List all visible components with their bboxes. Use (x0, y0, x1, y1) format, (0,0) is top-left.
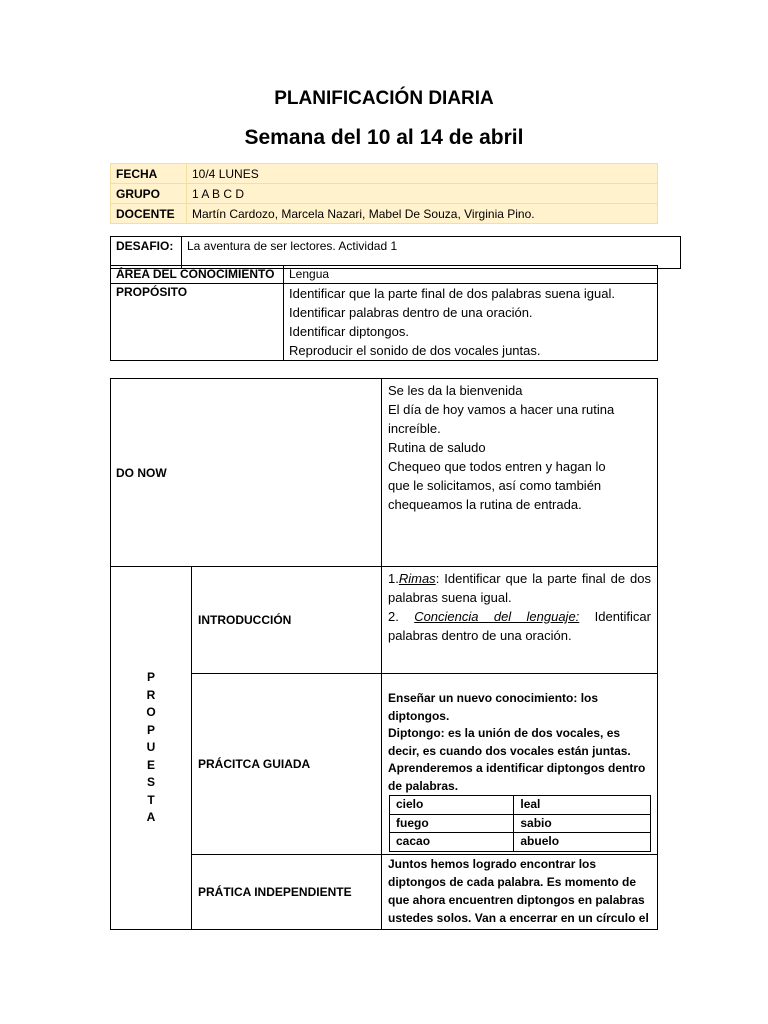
do-now-line: increíble. (388, 421, 441, 436)
propuesta-letter: T (147, 792, 155, 807)
fecha-value: 10/4 LUNES (187, 164, 658, 184)
do-now-label: DO NOW (111, 379, 382, 567)
introduccion-item-1-text: : Identificar que la parte final de dos palabras suena igual. (388, 571, 651, 605)
grupo-value: 1 A B C D (187, 184, 658, 204)
proposito-line: Reproducir el sonido de dos vocales juntas. (289, 343, 541, 358)
word-cell: abuelo (514, 833, 651, 852)
fecha-label: FECHA (111, 164, 187, 184)
desafio-value: La aventura de ser lectores. Actividad 1 (182, 237, 681, 269)
proposito-line: Identificar que la parte final de dos palabras suena igual. (289, 286, 615, 301)
area-label: ÁREA DEL CONOCIMIENTO (111, 266, 284, 284)
introduccion-content (382, 567, 658, 674)
introduccion-item-1-title: Rimas (398, 571, 436, 586)
propuesta-letter: R (146, 687, 156, 702)
propuesta-letter: S (146, 775, 155, 789)
fecha-row (111, 164, 658, 184)
docente-row (111, 204, 658, 224)
introduccion-item-2-text: Identificar palabras dentro de una oración. (388, 609, 651, 643)
introduccion-item-1 (388, 569, 651, 607)
guiada-line: Aprenderemos a identificar diptongos dentro (388, 761, 646, 775)
introduccion-label: INTRODUCCIÓN (192, 567, 382, 674)
practica-independiente-content (382, 854, 658, 929)
word-cell: cacao (390, 833, 514, 852)
practica-guiada-label: PRÁCITCA GUIADA (192, 674, 382, 855)
independiente-line: Juntos hemos logrado encontrar los (388, 856, 597, 871)
propuesta-letter: U (146, 740, 156, 754)
practica-independiente-label: PRÁTICA INDEPENDIENTE (192, 854, 382, 929)
do-now-content (382, 379, 658, 567)
docente-value: Martín Cardozo, Marcela Nazari, Mabel De Souza, Virginia Pino. (187, 204, 658, 224)
do-now-line: que le solicitamos, así como también (388, 478, 602, 493)
practica-guiada-content (382, 674, 658, 855)
do-now-line: Rutina de saludo (388, 440, 486, 455)
diptongos-word-table (389, 795, 651, 852)
guiada-line: Diptongo: es la unión de dos vocales, es (388, 726, 621, 740)
do-now-line: El día de hoy vamos a hacer una rutina (388, 402, 615, 417)
propuesta-letter: P (146, 670, 155, 684)
do-now-line: chequeamos la rutina de entrada. (388, 497, 582, 512)
docente-label: DOCENTE (111, 204, 187, 224)
proposito-label: PROPÓSITO (111, 284, 284, 361)
independiente-line: ustedes solos. Van a encerrar en un círculo el (388, 910, 649, 925)
propuesta-letter: A (146, 810, 156, 824)
proposito-line: Identificar palabras dentro de una oración. (289, 305, 533, 320)
introduccion-item-2-title: Conciencia del lenguaje: (414, 609, 580, 624)
area-table (110, 265, 658, 361)
word-cell: leal (514, 796, 651, 815)
introduccion-item-2-num: 2. (388, 609, 415, 624)
guiada-line: decir, es cuando dos vocales están juntas. (388, 743, 631, 758)
guiada-line: de palabras. (388, 778, 459, 793)
do-now-line: Chequeo que todos entren y hagan lo (388, 459, 606, 474)
proposito-value (284, 284, 658, 361)
independiente-line: que ahora encuentren diptongos en palabras (388, 892, 645, 907)
main-table (110, 378, 658, 930)
desafio-label: DESAFIO: (111, 237, 182, 269)
word-cell: sabio (514, 814, 651, 833)
header-table (110, 163, 658, 224)
propuesta-letter: P (146, 722, 155, 737)
word-cell: cielo (390, 796, 514, 815)
propuesta-letter: O (146, 705, 156, 719)
grupo-label: GRUPO (111, 184, 187, 204)
word-cell: fuego (390, 814, 514, 833)
independiente-line: diptongos de cada palabra. Es momento de (388, 874, 637, 889)
propuesta-vertical-label (111, 567, 192, 930)
guiada-line: Enseñar un nuevo conocimiento: los (388, 691, 599, 705)
do-now-line: Se les da la bienvenida (388, 383, 523, 398)
guiada-line: diptongos. (388, 708, 450, 723)
proposito-line: Identificar diptongos. (289, 324, 409, 339)
introduccion-item-1-num: 1. (388, 571, 399, 586)
propuesta-letter: E (146, 757, 155, 772)
page-subtitle: Semana del 10 al 14 de abril (244, 126, 524, 149)
introduccion-item-2 (388, 607, 651, 645)
page-title: PLANIFICACIÓN DIARIA (274, 88, 494, 109)
area-value: Lengua (284, 266, 658, 284)
grupo-row (111, 184, 658, 204)
